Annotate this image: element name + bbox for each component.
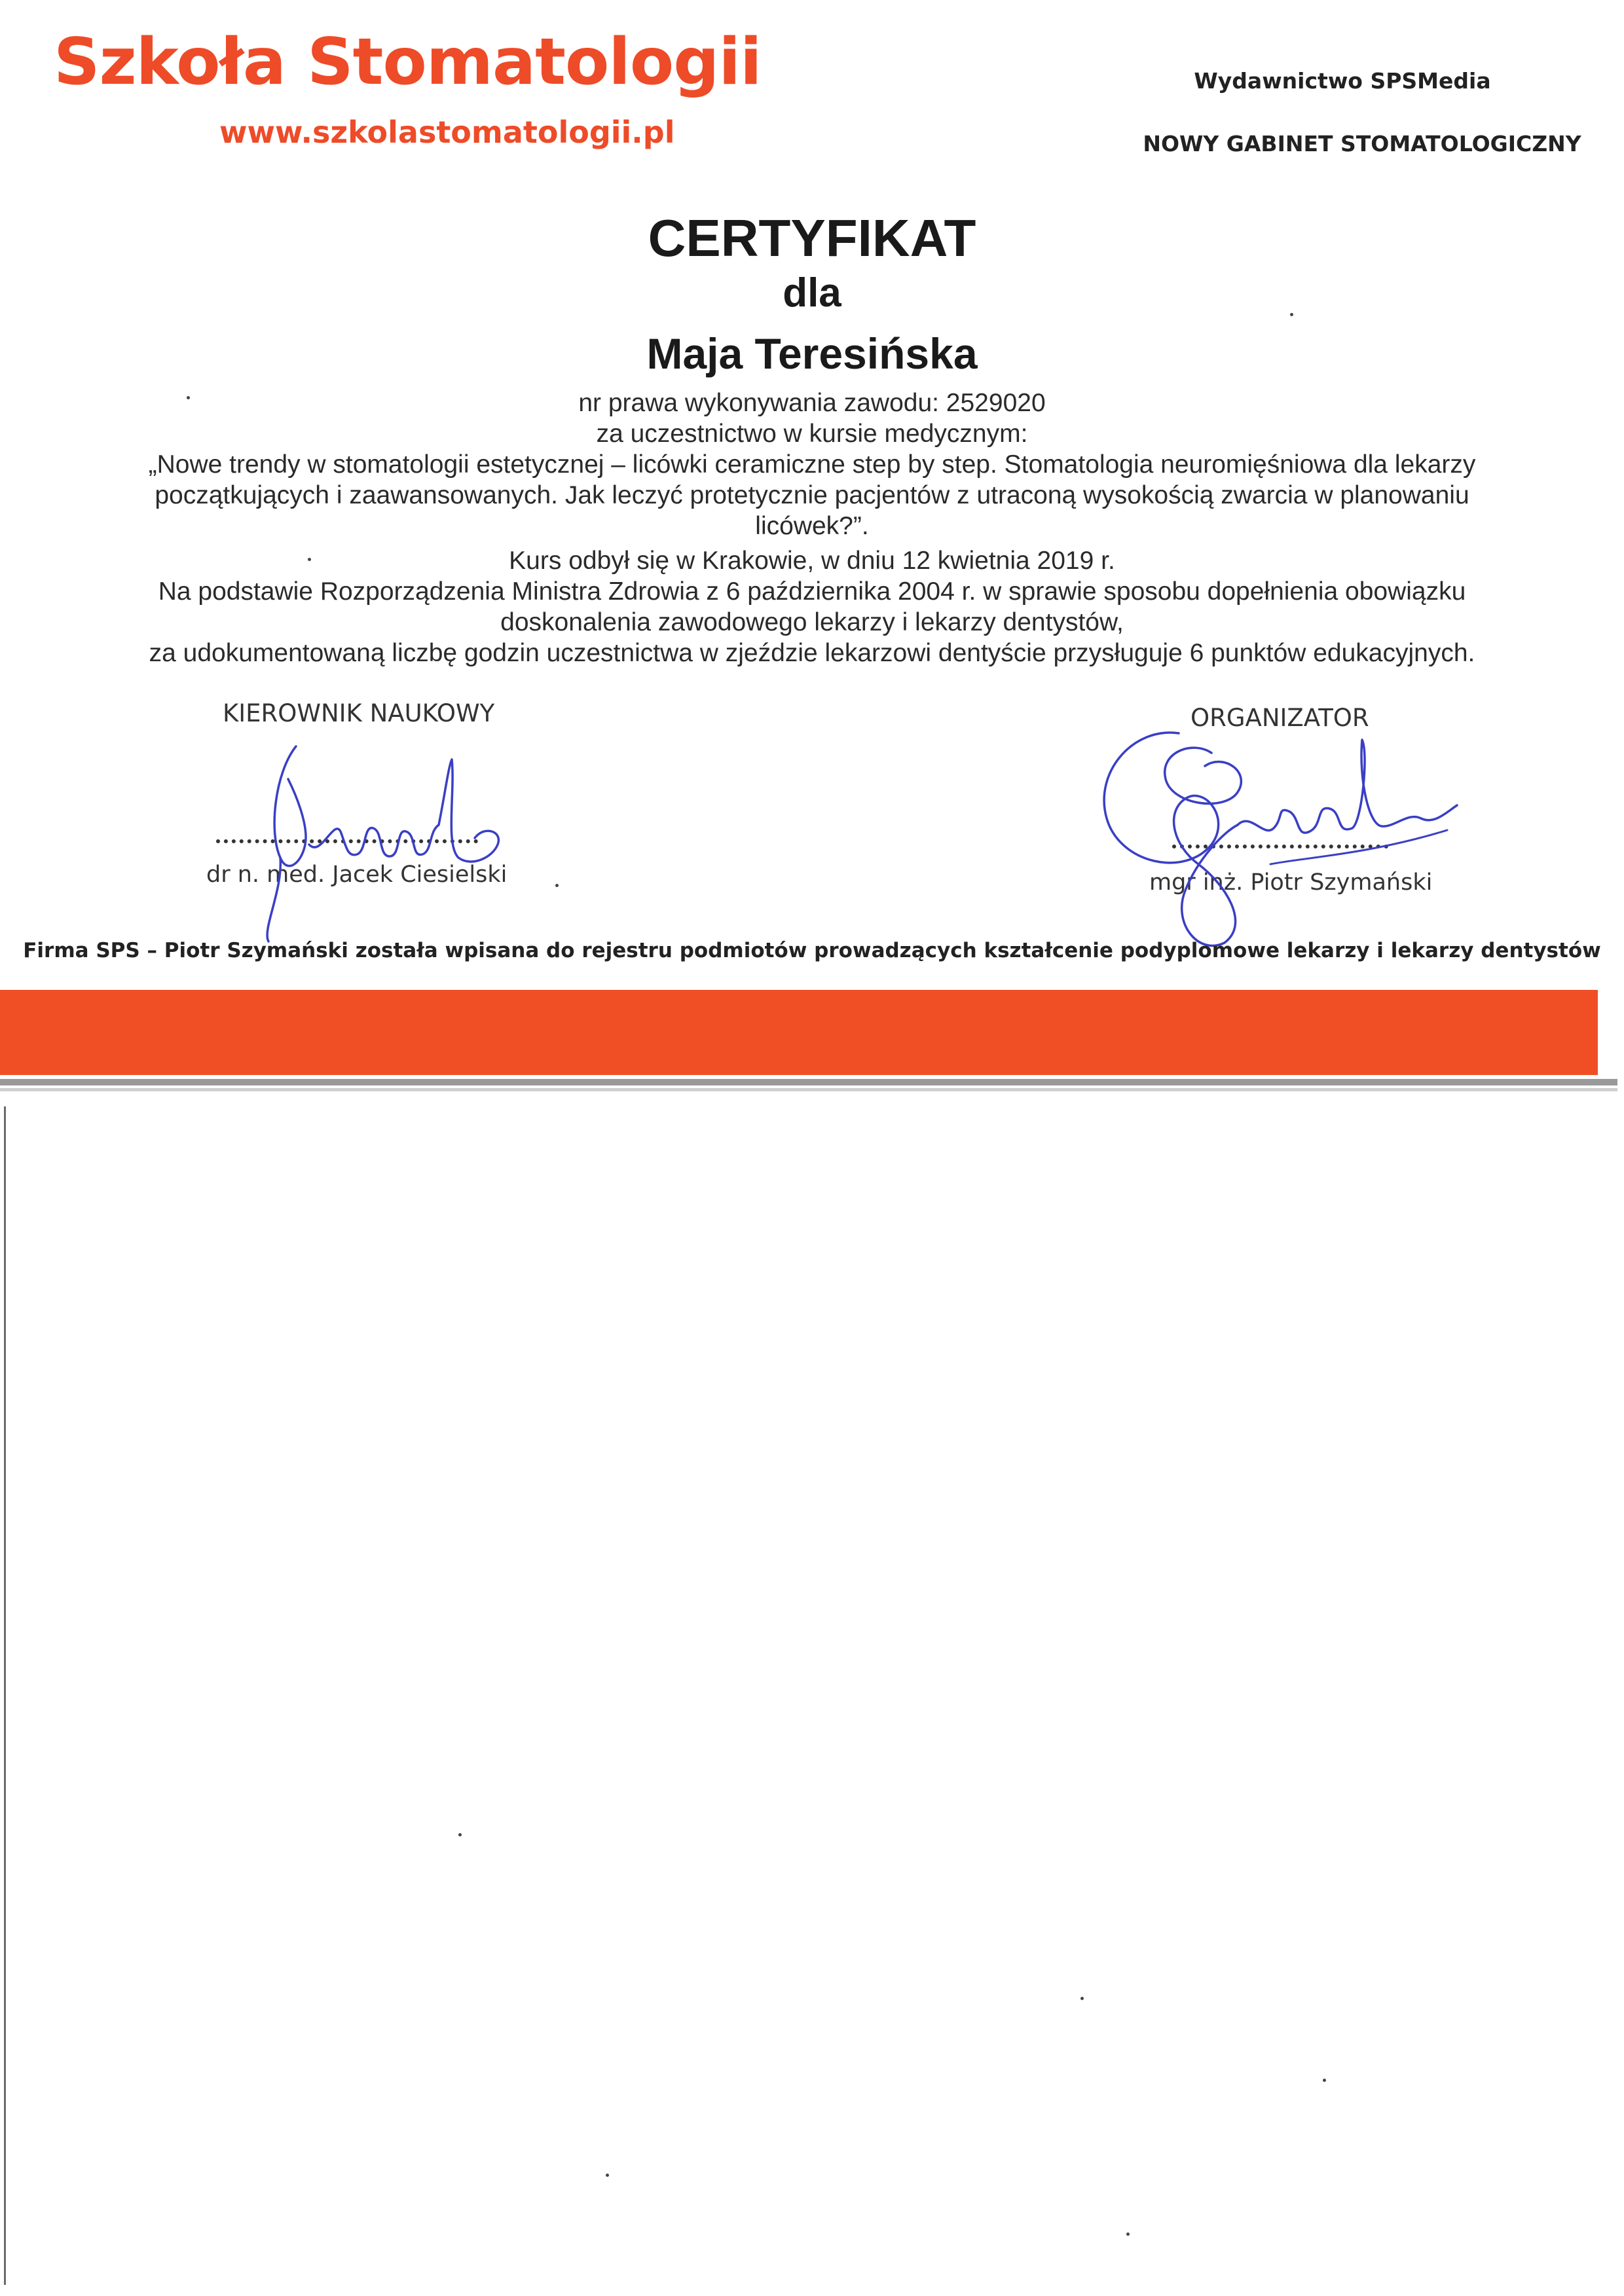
organizer-signature bbox=[1054, 714, 1460, 962]
scan-speck bbox=[187, 396, 190, 399]
certificate-title: CERTYFIKAT bbox=[648, 209, 976, 267]
legal-basis: Na podstawie Rozporządzenia Ministra Zdrowia z 6 października 2004 r. w sprawie sposobu dopełnienia obowiązku doskonalenia zawodowego lekarzy i lekarzy dentystów, bbox=[158, 577, 1466, 636]
scan-speck bbox=[1290, 313, 1293, 316]
course-title: „Nowe trendy w stomatologii estetycznej – licówki ceramiczne step by step. Stomatologia neuromięśniowa dla lekarzy początkujących i zaawansowanych. Jak leczyć protetycznie pacjentów z utraconą wysokością zwarcia w planowaniu licówek?”. bbox=[148, 450, 1476, 540]
certificate-body bbox=[98, 388, 1526, 668]
organizer-title: ORGANIZATOR bbox=[1190, 704, 1369, 732]
license-number-line: nr prawa wykonywania zawodu: 2529020 bbox=[578, 389, 1046, 417]
band-shadow-line bbox=[0, 1079, 1617, 1085]
scan-speck bbox=[458, 1833, 462, 1836]
scientific-director-signature bbox=[249, 733, 524, 949]
participation-line: za uczestnictwo w kursie medycznym: bbox=[596, 420, 1028, 448]
recipient-name: Maja Teresińska bbox=[646, 329, 978, 378]
brand-title: Szkoła Stomatologii bbox=[54, 25, 762, 100]
scan-edge-line bbox=[4, 1106, 6, 2285]
band-shadow-line-light bbox=[0, 1088, 1617, 1091]
scientific-director-title: KIEROWNIK NAUKOWY bbox=[223, 699, 495, 727]
organizer-name: mgr inż. Piotr Szymański bbox=[1149, 869, 1433, 896]
scan-speck bbox=[308, 558, 311, 561]
registry-note: Firma SPS – Piotr Szymański została wpisana do rejestru podmiotów prowadzących kształcenie podyplomowe lekarzy i lekarzy dentystów bbox=[23, 939, 1601, 962]
scan-speck bbox=[606, 2174, 609, 2177]
scientific-director-name: dr n. med. Jacek Ciesielski bbox=[206, 862, 507, 888]
scan-speck bbox=[1323, 2079, 1326, 2082]
course-place-date: Kurs odbył się w Krakowie, w dniu 12 kwietnia 2019 r. bbox=[509, 547, 1115, 575]
education-points-line: za udokumentowaną liczbę godzin uczestnictwa w zjeździe lekarzowi dentyście przysługuje 6 punktów edukacyjnych. bbox=[149, 639, 1475, 667]
certificate-for-label: dla bbox=[783, 270, 841, 316]
footer-orange-band bbox=[0, 990, 1598, 1075]
scan-speck bbox=[1080, 1997, 1084, 2000]
scan-speck bbox=[1126, 2232, 1130, 2236]
scan-speck bbox=[555, 884, 559, 887]
magazine-name: NOWY GABINET STOMATOLOGICZNY bbox=[1143, 131, 1581, 156]
publisher-name: Wydawnictwo SPSMedia bbox=[1194, 68, 1491, 94]
brand-url: www.szkolastomatologii.pl bbox=[219, 115, 675, 150]
